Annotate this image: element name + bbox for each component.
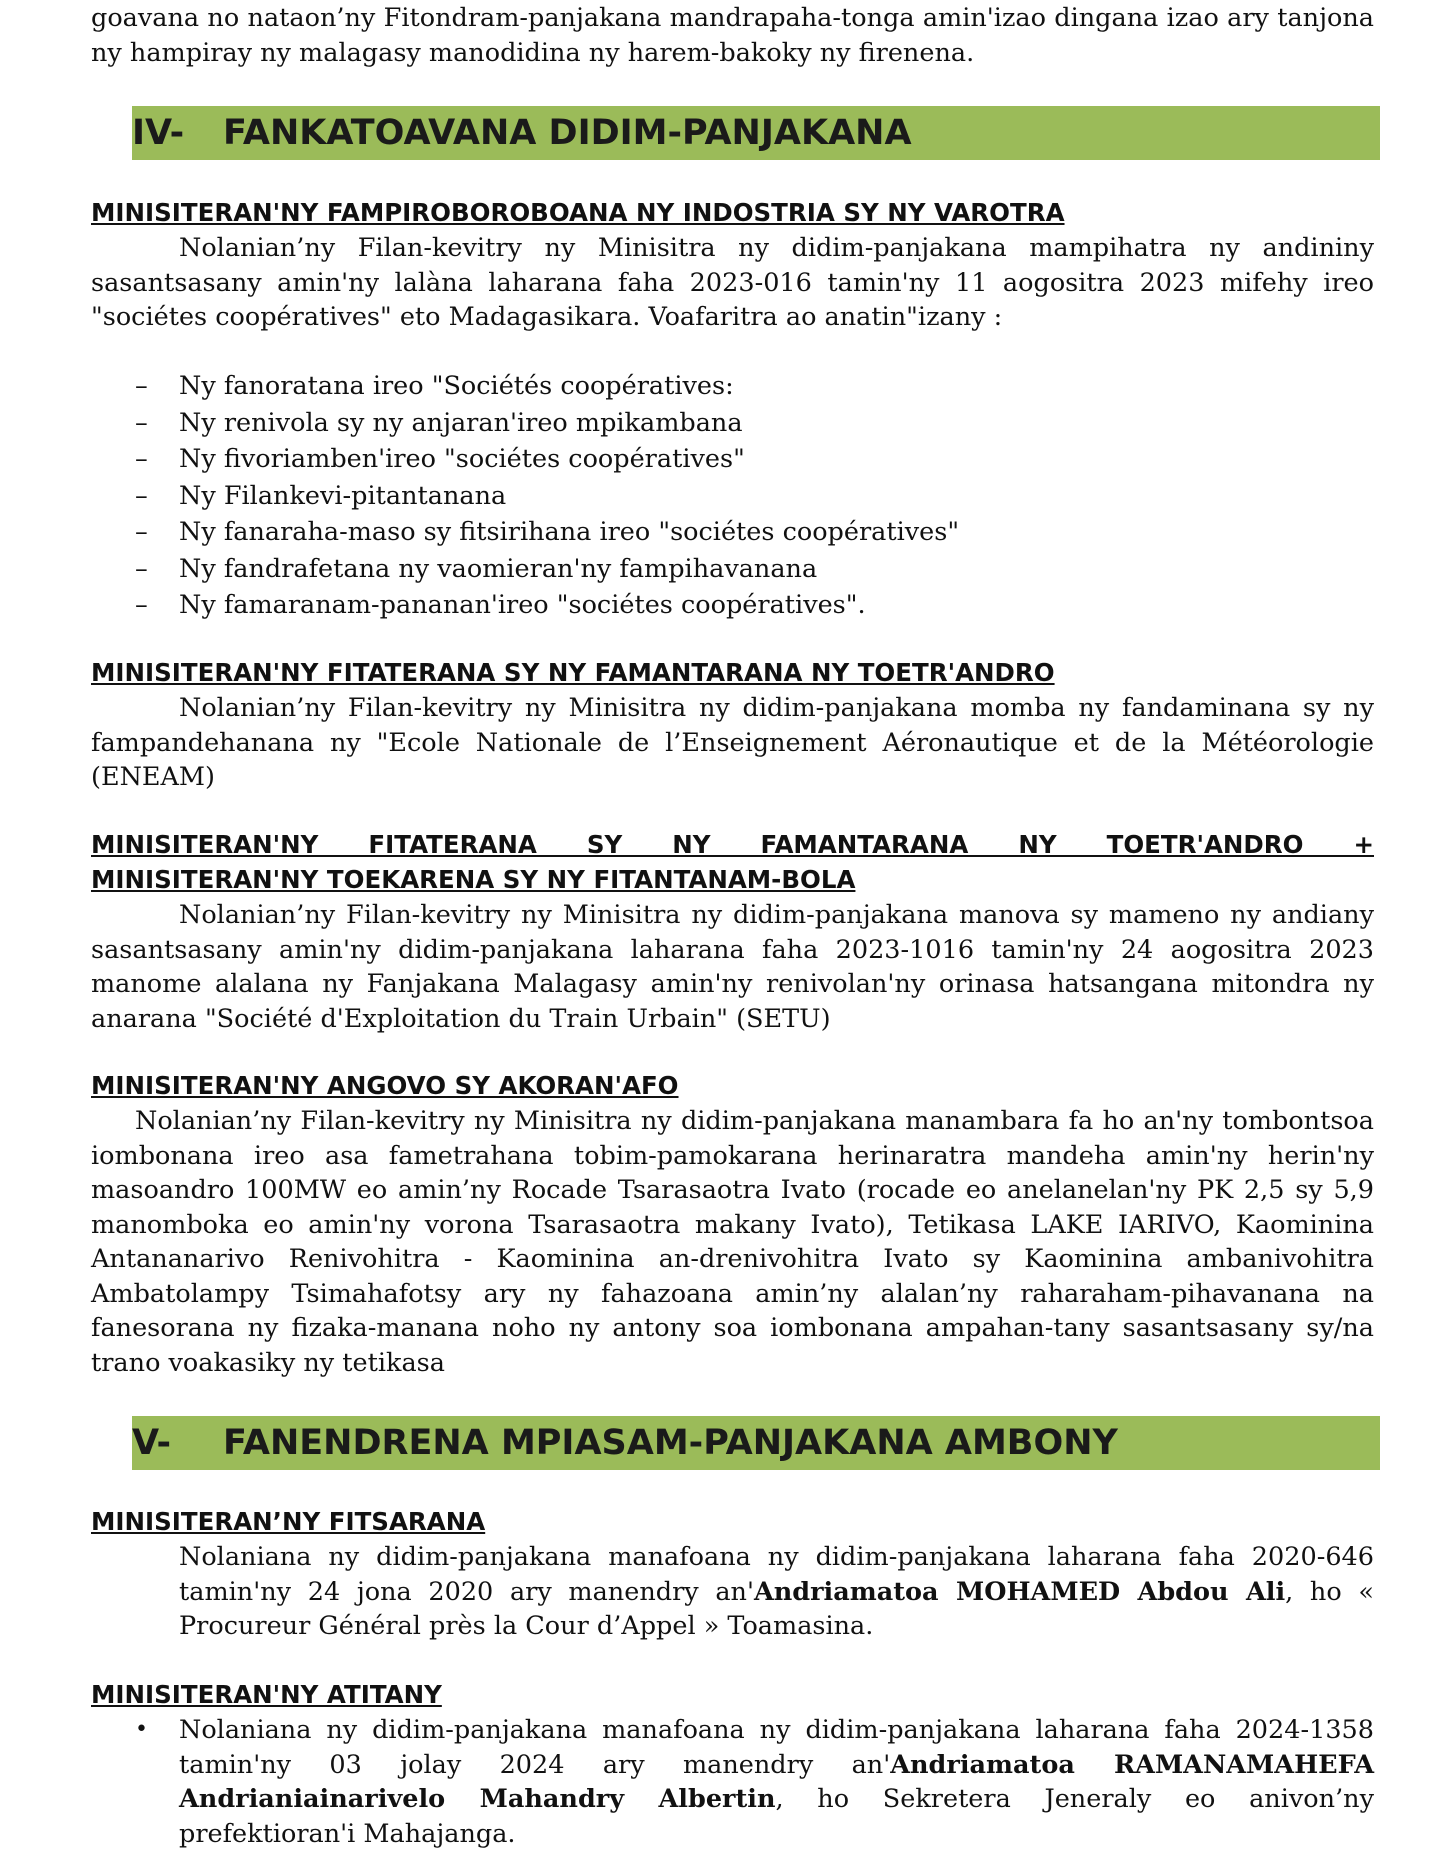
ministry-paragraph-transport: Nolanian’ny Filan-kevitry ny Minisitra ny didim-panjakana momba ny fandaminana sy ny fampandehanana ny "Ecole Nationale de l’Enseignement Aéronautique et de la Météorologie (ENEAM) bbox=[91, 693, 1374, 792]
list-item: • Nolaniana ny didim-panjakana manafoana ny didim-panjakana laharana faha 2024-1358 tamin'ny 03 jolay 2024 ary manendry an'Andriamatoa RAMANAMAHEFA Andrianiainarivelo Mahandry Albertin, ho Sekretera Jeneraly eo anivon’ny prefektioran'i Mahajanga. bbox=[135, 1715, 1375, 1849]
bullet-icon: • bbox=[135, 1717, 148, 1742]
ministry-heading-transport-economy-line1: MINISITERAN'NY FITATERANA SY NY FAMANTARANA NY TOETR'ANDRO + bbox=[91, 830, 1374, 859]
list-item: – Ny renivola sy ny anjaran'ireo mpikambana bbox=[135, 407, 743, 438]
section-number: IV- bbox=[132, 113, 185, 153]
section-title: FANENDRENA MPIASAM-PANJAKANA AMBONY bbox=[223, 1423, 1118, 1463]
ministry-paragraph-transport-economy: Nolanian’ny Filan-kevitry ny Minisitra ny didim-panjakana manova sy mameno ny andiany sasantsasany amin'ny didim-panjakana laharana faha 2023-1016 tamin'ny 24 aogositra 2023 manome alalana ny Fanjakana Malagasy amin'ny renivolan'ny orinasa hatsangana mitondra ny anarana "Société d'Exploitation du Train Urbain" (SETU) bbox=[91, 900, 1374, 1034]
list-item: – Ny fanoratana ireo "Sociétés coopératives: bbox=[135, 371, 734, 401]
ministry-heading-justice: MINISITERAN’NY FITSARANA bbox=[91, 1507, 486, 1536]
ministry-paragraph-industry: Nolanian’ny Filan-kevitry ny Minisitra ny didim-panjakana mampihatra ny andininy sasantsasany amin'ny lalàna laharana faha 2023-016 tamin'ny 11 aogositra 2023 mifehy ireo "sociétes coopératives" eto Madagasikara. Voafaritra ao anatin"izany : bbox=[91, 233, 1374, 332]
list-item: – Ny fandrafetana ny vaomieran'ny fampihavanana bbox=[135, 553, 818, 584]
ministry-heading-transport: MINISITERAN'NY FITATERANA SY NY FAMANTARANA NY TOETR'ANDRO bbox=[91, 658, 1055, 687]
appointee-name: Andriamatoa RAMANAMAHEFA Andrianiainarivelo Mahandry Albertin bbox=[179, 1749, 1374, 1814]
ministry-heading-industry: MINISITERAN'NY FAMPIROBOROBOANA NY INDOSTRIA SY NY VAROTRA bbox=[91, 198, 1065, 227]
ministry-heading-energy: MINISITERAN'NY ANGOVO SY AKORAN'AFO bbox=[91, 1071, 679, 1100]
list-item: – Ny Filankevi-pitantanana bbox=[135, 480, 507, 511]
ministry-heading-interior: MINISITERAN'NY ATITANY bbox=[91, 1680, 442, 1709]
section-title: FANKATOAVANA DIDIM-PANJAKANA bbox=[223, 113, 912, 153]
ministry-paragraph-energy: Nolanian’ny Filan-kevitry ny Minisitra ny didim-panjakana manambara fa ho an'ny tombontsoa iombonana ireo asa fametrahana tobim-pamokarana herinaratra mandeha amin'ny herin'ny masoandro 100MW eo amin’ny Rocade Tsarasaotra Ivato (rocade eo anelanelan'ny PK 2,5 sy 5,9 manomboka eo amin'ny vorona Tsarasaotra makany Ivato), Tetikasa LAKE IARIVO, Kaominina Antananarivo Renivohitra - Kaominina an-drenivohitra Ivato sy Kaominina ambanivohitra Ambatolampy Tsimahafotsy ary ny fahazoana amin’ny alalan’ny raharaham-pihavanana na fanesorana ny fizaka-manana noho ny antony soa iombonana ampahan-tany sasantsasany sy/na trano voakasiky ny tetikasa bbox=[91, 1106, 1374, 1378]
section-heading-v bbox=[132, 1416, 1380, 1470]
list-item: – Ny fivoriamben'ireo "sociétes coopératives" bbox=[135, 444, 745, 474]
cooperatives-list bbox=[91, 368, 1374, 624]
intro-paragraph: goavana no nataon’ny Fitondram-panjakana mandrapaha-tonga amin'izao dingana izao ary tanjona ny hampiray ny malagasy manodidina ny harem-bakoky ny firenena. bbox=[91, 3, 1374, 68]
section-heading-iv bbox=[132, 106, 1380, 160]
list-item: – Ny fanaraha-maso sy fitsirihana ireo "sociétes coopératives" bbox=[135, 517, 960, 547]
ministry-paragraph-justice: Nolaniana ny didim-panjakana manafoana ny didim-panjakana laharana faha 2020-646 tamin'ny 24 jona 2020 ary manendry an'Andriamatoa MOHAMED Abdou Ali, ho « Procureur Général près la Cour d’Appel » Toamasina. bbox=[179, 1542, 1374, 1641]
list-item: – Ny famaranam-pananan'ireo "sociétes coopératives". bbox=[135, 590, 866, 620]
appointments-list bbox=[91, 1713, 1374, 1851]
appointee-name: Andriamatoa MOHAMED Abdou Ali bbox=[753, 1576, 1286, 1607]
section-number: V- bbox=[132, 1423, 172, 1463]
ministry-heading-transport-economy-line2: MINISITERAN'NY TOEKARENA SY NY FITANTANAM-BOLA bbox=[91, 865, 856, 894]
